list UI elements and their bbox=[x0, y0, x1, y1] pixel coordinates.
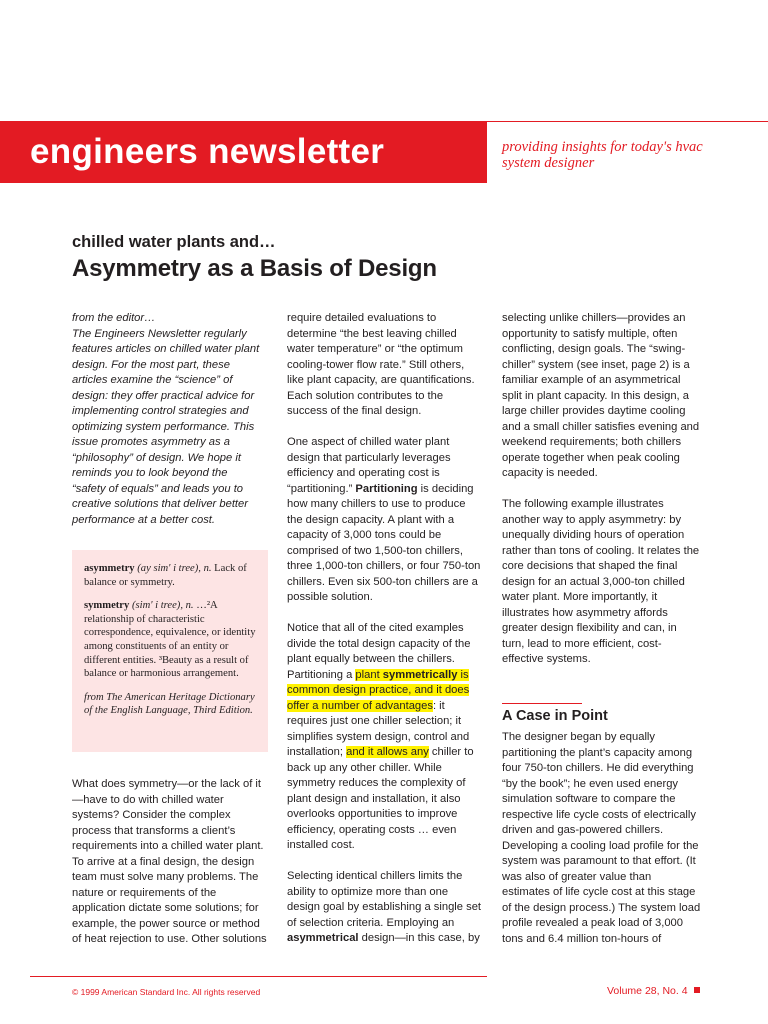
square-icon bbox=[694, 987, 700, 993]
paragraph: selecting unlike chillers—provides an opportunity to satisfy multiple, often conflicting, design goals. The “swing-chiller” system (see inset, page 2) is a familiar example of an asymmetrical split in plant capacity. In this design, a large chiller provides daytime cooling and a small chiller satisfies evening and weekend requirements; both chillers operate together when peak cooling capacity is needed. bbox=[502, 312, 700, 479]
definition-pronunciation: (ay sim' i tree), n. bbox=[137, 563, 212, 574]
section-heading: A Case in Point bbox=[502, 708, 608, 724]
definition-pronunciation: (sim' i tree), n. bbox=[131, 600, 194, 612]
highlight: and it allows any bbox=[346, 746, 429, 758]
editor-label: from the editor… bbox=[72, 312, 156, 324]
section-rule bbox=[502, 703, 582, 704]
definition-asymmetry bbox=[84, 562, 262, 589]
masthead-tagline: providing insights for today's hvac system designer bbox=[502, 139, 703, 171]
definition-text: …²A relationship of characteristic correspondence, equivalence, or identity among constituents of an entity or different entities. ³Beauty as a result of balance or harmonious arrangement. bbox=[84, 600, 256, 680]
definition-source: from The American Heritage Dictionary of the English Language, Third Edition. bbox=[84, 691, 255, 717]
editor-note: The Engineers Newsletter regularly features articles on chilled water plant design. For the most part, these articles examine the “science” of design: they offer practical advice for implementing control strategies and optimizing system performance. This issue promotes asymmetry as a “philosophy” of design. We hope it reminds you to look beyond the “safety of equals” and leads you to creative solutions that deliver better performance at a better cost. bbox=[72, 327, 260, 526]
definition-symmetry bbox=[84, 599, 262, 681]
definition-content bbox=[84, 562, 262, 728]
definition-term: asymmetry bbox=[84, 563, 135, 574]
article-headline: Asymmetry as a Basis of Design bbox=[72, 255, 437, 282]
masthead-title: engineers newsletter bbox=[30, 132, 385, 171]
paragraph: Selecting identical chillers limits the ability to optimize more than one design goal by establishing a single set of selection criteria. Employing an asymmetrical design—in this case, by bbox=[287, 870, 482, 944]
footer-copyright: © 1999 American Standard Inc. All rights reserved bbox=[72, 987, 261, 997]
footer-rule bbox=[30, 976, 487, 977]
paragraph: One aspect of chilled water plant design that particularly leverages efficiency and operating cost is “partitioning.” Partitioning is deciding how many chillers to use to produce the design capacity. A plant with a capacity of 3,000 tons could be comprised of two 1,500-ton chillers, three 1,000-ton chillers, or four 750-ton chillers. Even six 500-ton chillers are a possible solution. bbox=[287, 436, 481, 603]
column-1 bbox=[72, 311, 260, 528]
definition-text: Lack of balance or symmetry. bbox=[84, 563, 247, 588]
column-3-body: The designer began by equally partitioning the plant’s capacity among four 750-ton chillers. He did everything “by the book”; he even used energy simulation software to compare the respective life cycle costs of electrically driven and gas-powered chillers. Developing a cooling load profile for the system was paramount to that effort. (It was also of greater value than estimates of life cycle cost at this stage of the design process.) The system load profile revealed a peak load of 3,000 tons and 6.4 million ton-hours of bbox=[502, 731, 701, 945]
column-2 bbox=[287, 311, 483, 962]
highlight: plant symmetrically is common design practice, and it does offer a number of advantages bbox=[287, 668, 470, 712]
column-1-body: What does symmetry—or the lack of it—have to do with chilled water systems? Consider the complex process that transforms a client’s requirements into a chilled water plant. To arrive at a final design, the design team must solve many problems. The nature or requirements of the application dictate some solutions; for example, the power source or method of heat rejection to use. Other solutions bbox=[72, 778, 267, 945]
paragraph: require detailed evaluations to determine “the best leaving chilled water temperature” or “the optimum cooling-tower flow rate.” Still others, like plant capacity, are quantifications. Each solution contributes to the success of the final design. bbox=[287, 312, 475, 417]
column-3 bbox=[502, 311, 702, 683]
footer-volume: Volume 28, No. 4 bbox=[607, 985, 700, 997]
definition-term: symmetry bbox=[84, 600, 130, 612]
paragraph: Notice that all of the cited examples divide the total design capacity of the plant equally between the chillers. Partitioning a plant symmetrically is common design practice, and it does offer a number of advantages: it requires just one chiller selection; it simplifies system design, control and installation; and it allows any chiller to back up any other chiller. While symmetry reduces the complexity of plant design and installation, it also overlooks opportunities to improve efficiency, operating costs … even installed cost. bbox=[287, 622, 474, 851]
masthead-rule bbox=[487, 121, 768, 122]
paragraph: The following example illustrates another way to apply asymmetry: by unequally dividing hours of operation rather than tons of cooling. It relates the core decisions that shaped the final design for an actual 3,000-ton chilled water plant. More importantly, it illustrates how asymmetry affords greater design flexibility and can, in turn, lead to more efficient, cost-effective systems. bbox=[502, 498, 700, 665]
article-kicker: chilled water plants and… bbox=[72, 233, 276, 251]
